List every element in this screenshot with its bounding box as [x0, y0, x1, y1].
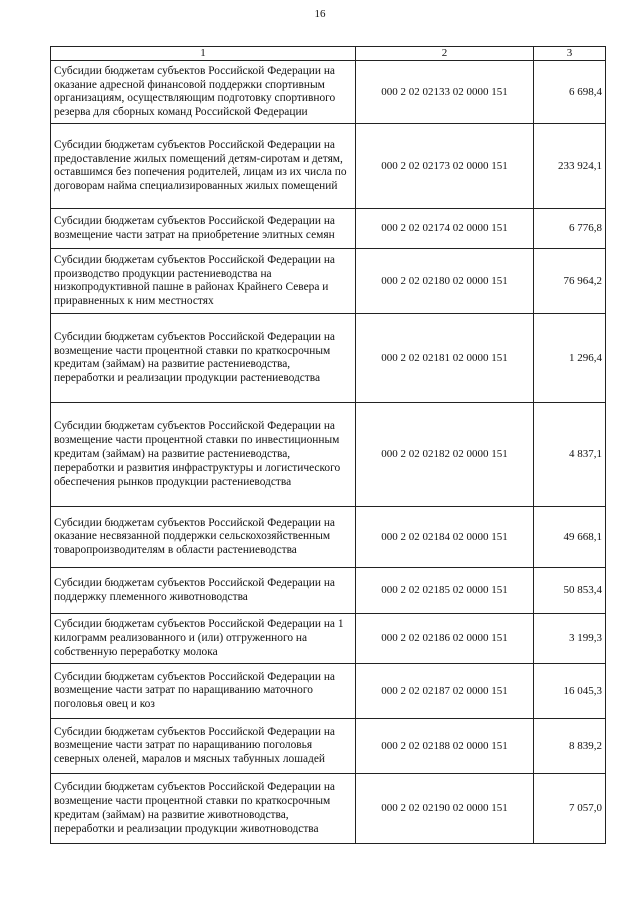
column-header-1: 1 [51, 47, 356, 61]
column-header-3: 3 [534, 47, 606, 61]
row-amount: 4 837,1 [534, 403, 606, 507]
table-row [51, 314, 606, 403]
row-budget-code: 000 2 02 02133 02 0000 151 [356, 61, 534, 124]
row-budget-code: 000 2 02 02180 02 0000 151 [356, 249, 534, 314]
row-description: Субсидии бюджетам субъектов Российской Федерации на поддержку племенного животноводства [51, 568, 356, 614]
row-amount: 233 924,1 [534, 124, 606, 209]
row-amount: 3 199,3 [534, 614, 606, 664]
table-header-row [51, 47, 606, 61]
row-budget-code: 000 2 02 02173 02 0000 151 [356, 124, 534, 209]
row-description: Субсидии бюджетам субъектов Российской Федерации на возмещение части затрат по наращиванию поголовья северных оленей, маралов и мясных табунных лошадей [51, 719, 356, 774]
table-row [51, 568, 606, 614]
page-number: 16 [314, 8, 326, 20]
row-description: Субсидии бюджетам субъектов Российской Федерации на оказание адресной финансовой поддержки спортивным организациям, осуществляющим подготовку спортивного резерва для сборных команд Российской Федерации [51, 61, 356, 124]
row-description: Субсидии бюджетам субъектов Российской Федерации на возмещение части процентной ставки по инвестиционным кредитам (займам) на развитие растениеводства, переработки и развития инфраструктуры и логистического обеспечения рынков продукции растениеводства [51, 403, 356, 507]
table-row [51, 614, 606, 664]
row-amount: 50 853,4 [534, 568, 606, 614]
row-budget-code: 000 2 02 02182 02 0000 151 [356, 403, 534, 507]
row-amount: 8 839,2 [534, 719, 606, 774]
row-description: Субсидии бюджетам субъектов Российской Федерации на производство продукции растениеводства на низкопродуктивной пашне в районах Крайнего Севера и приравненных к ним местностях [51, 249, 356, 314]
row-description: Субсидии бюджетам субъектов Российской Федерации на возмещение части затрат на приобретение элитных семян [51, 209, 356, 249]
row-budget-code: 000 2 02 02188 02 0000 151 [356, 719, 534, 774]
row-description: Субсидии бюджетам субъектов Российской Федерации на возмещение части затрат по наращиванию маточного поголовья овец и коз [51, 664, 356, 719]
table-row [51, 774, 606, 844]
table-row [51, 403, 606, 507]
row-amount: 76 964,2 [534, 249, 606, 314]
table-row [51, 61, 606, 124]
row-amount: 6 698,4 [534, 61, 606, 124]
row-description: Субсидии бюджетам субъектов Российской Федерации на 1 килограмм реализованного и (или) отгруженного на собственную переработку молока [51, 614, 356, 664]
row-budget-code: 000 2 02 02185 02 0000 151 [356, 568, 534, 614]
row-amount: 6 776,8 [534, 209, 606, 249]
row-amount: 49 668,1 [534, 507, 606, 568]
row-description: Субсидии бюджетам субъектов Российской Федерации на возмещение части процентной ставки по краткосрочным кредитам (займам) на развитие животноводства, переработки и реализации продукции животноводства [51, 774, 356, 844]
column-header-2: 2 [356, 47, 534, 61]
table-row [51, 507, 606, 568]
row-budget-code: 000 2 02 02186 02 0000 151 [356, 614, 534, 664]
row-description: Субсидии бюджетам субъектов Российской Федерации на предоставление жилых помещений детям-сиротам и детям, оставшимся без попечения родителей, лицам из их числа по договорам найма специализированных жилых помещений [51, 124, 356, 209]
row-budget-code: 000 2 02 02184 02 0000 151 [356, 507, 534, 568]
row-budget-code: 000 2 02 02187 02 0000 151 [356, 664, 534, 719]
row-description: Субсидии бюджетам субъектов Российской Федерации на возмещение части процентной ставки по краткосрочным кредитам (займам) на развитие растениеводства, переработки и реализации продукции растениеводства [51, 314, 356, 403]
table-row [51, 664, 606, 719]
table-row [51, 249, 606, 314]
row-description: Субсидии бюджетам субъектов Российской Федерации на оказание несвязанной поддержки сельскохозяйственным товаропроизводителям в области растениеводства [51, 507, 356, 568]
budget-table [50, 46, 606, 844]
row-budget-code: 000 2 02 02190 02 0000 151 [356, 774, 534, 844]
row-budget-code: 000 2 02 02174 02 0000 151 [356, 209, 534, 249]
table-row [51, 124, 606, 209]
row-amount: 1 296,4 [534, 314, 606, 403]
table-row [51, 719, 606, 774]
row-budget-code: 000 2 02 02181 02 0000 151 [356, 314, 534, 403]
row-amount: 7 057,0 [534, 774, 606, 844]
row-amount: 16 045,3 [534, 664, 606, 719]
table-row [51, 209, 606, 249]
